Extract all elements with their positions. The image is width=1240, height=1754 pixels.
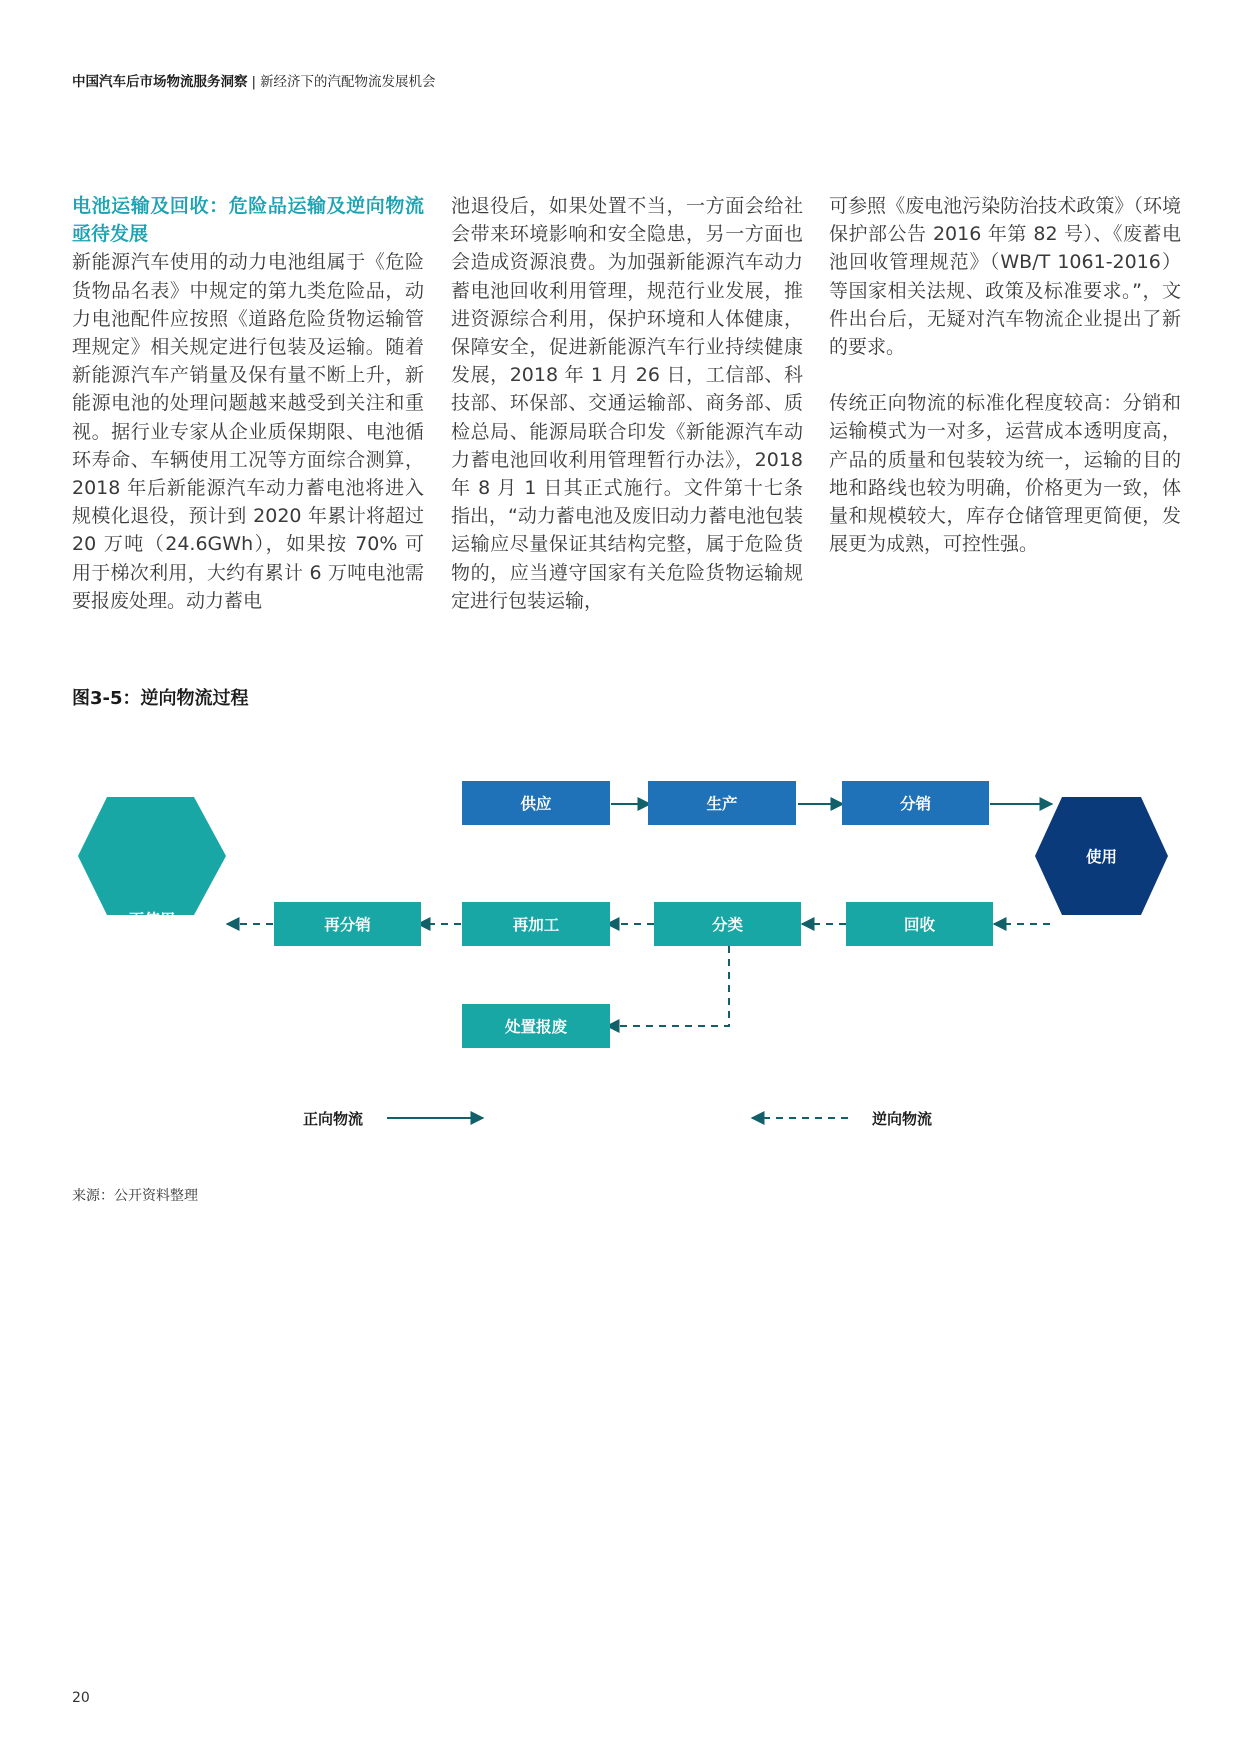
chapter-title: 新经济下的汽配物流发展机会 bbox=[260, 74, 436, 90]
running-header bbox=[72, 70, 436, 90]
node-reuse: 再使用 bbox=[128, 911, 176, 929]
figure-source: 来源：公开资料整理 bbox=[72, 1188, 198, 1204]
node-use: 使用 bbox=[1085, 848, 1117, 866]
node-distribution: 分销 bbox=[842, 781, 989, 825]
reverse-logistics-diagram bbox=[0, 760, 1240, 1160]
report-title: 中国汽车后市场物流服务洞察 bbox=[72, 74, 248, 90]
node-reprocess: 再加工 bbox=[462, 902, 610, 946]
node-redistribute: 再分销 bbox=[274, 902, 421, 946]
header-separator: | bbox=[251, 74, 257, 90]
column-3-paragraph-2: 传统正向物流的标准化程度较高：分销和运输模式为一对多，运营成本透明度高，产品的质量和包装较为统一，运输的目的地和路线也较为明确，价格更为一致，体量和规模较大，库存仓储管理更简便，发展更为成熟，可控性强。 bbox=[829, 392, 1181, 556]
page-number: 20 bbox=[72, 1690, 90, 1706]
node-supply: 供应 bbox=[462, 781, 610, 825]
node-recycle: 回收 bbox=[846, 902, 993, 946]
column-2-body: 池退役后，如果处置不当，一方面会给社会带来环境影响和安全隐患，另一方面也会造成资源浪费。为加强新能源汽车动力蓄电池回收利用管理，规范行业发展，推进资源综合利用，保护环境和人体健康，保障安全，促进新能源汽车行业持续健康发展，2018 年 1 月 26 日，工信部、科技部、环保部、交通运输部、商务部、质检总局、能源局联合印发《新能源汽车动力蓄电池回收利用管理暂行办法》，2018 年 8 月 1 日其正式施行。文件第十七条指出，“动力蓄电池及废旧动力蓄电池包装运输应尽量保证其结构完整，属于危险货物的，应当遵守国家有关危险货物运输规定进行包装运输， bbox=[451, 195, 803, 612]
node-production: 生产 bbox=[648, 781, 796, 825]
legend-reverse-label: 逆向物流 bbox=[872, 1110, 933, 1128]
text-column-2 bbox=[451, 192, 803, 615]
arrow-classify-disposal bbox=[607, 946, 729, 1026]
legend-forward-label: 正向物流 bbox=[303, 1110, 364, 1128]
node-classify: 分类 bbox=[654, 902, 801, 946]
node-disposal: 处置报废 bbox=[462, 1004, 610, 1048]
section-heading: 电池运输及回收：危险品运输及逆向物流亟待发展 bbox=[72, 195, 424, 246]
figure-title: 图3-5：逆向物流过程 bbox=[72, 688, 249, 709]
column-1-body: 新能源汽车使用的动力电池组属于《危险货物品名表》中规定的第九类危险品，动力电池配件应按照《道路危险货物运输管理规定》相关规定进行包装及运输。随着新能源汽车产销量及保有量不断上升，新能源电池的处理问题越来越受到关注和重视。据行业专家从企业质保期限、电池循环寿命、车辆使用工况等方面综合测算，2018 年后新能源汽车动力蓄电池将进入规模化退役，预计到 2020 年累计将超过 20 万吨（24.6GWh），如果按 70% 可用于梯次利用，大约有累计 6 万吨电池需要报废处理。动力蓄电 bbox=[72, 251, 424, 612]
column-3-paragraph-1: 可参照《废电池污染防治技术政策》（环境保护部公告 2016 年第 82 号）、《废蓄电池回收管理规范》（WB/T 1061-2016）等国家相关法规、政策及标准要求。”，文件出台后，无疑对汽车物流企业提出了新的要求。 bbox=[829, 195, 1181, 359]
text-column-1 bbox=[72, 192, 424, 615]
text-column-3 bbox=[829, 192, 1181, 558]
